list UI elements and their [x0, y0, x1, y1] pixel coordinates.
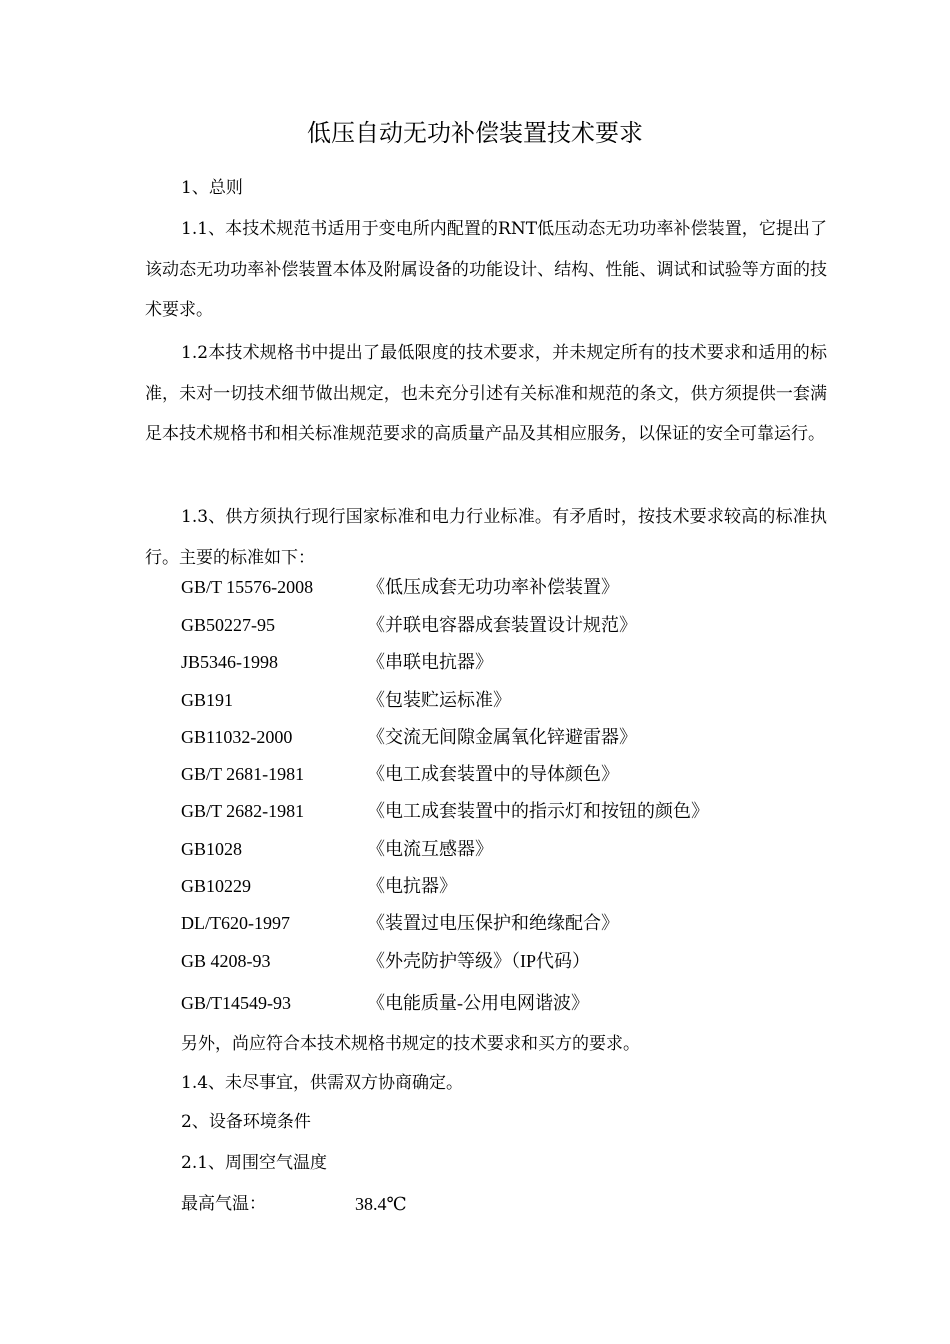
section-2-heading: 2、设备环境条件	[181, 1112, 311, 1132]
standard-name: 《电抗器》	[367, 876, 457, 896]
standard-name: 《外壳防护等级》（IP代码）	[367, 951, 591, 971]
standard-item	[181, 909, 831, 937]
standard-name: 《并联电容器成套装置设计规范》	[367, 615, 637, 635]
standard-code: GB 4208-93	[181, 951, 271, 971]
standard-code: GB11032-2000	[181, 727, 293, 747]
standard-name: 《包装贮运标准》	[367, 690, 511, 710]
standard-item	[181, 835, 831, 863]
standard-item	[181, 760, 831, 788]
standard-name: 《电工成套装置中的导体颜色》	[367, 764, 619, 784]
max-temperature-label: 最高气温：	[181, 1194, 266, 1214]
standard-code: GB50227-95	[181, 615, 275, 635]
standard-item	[181, 611, 831, 639]
standard-name: 《低压成套无功功率补偿装置》	[367, 577, 619, 597]
standard-name: 《电能质量-公用电网谐波》	[367, 993, 589, 1013]
standard-name: 《交流无间隙金属氧化锌避雷器》	[367, 727, 637, 747]
document-title: 低压自动无功补偿装置技术要求	[307, 119, 643, 147]
section-1-heading: 1、总则	[181, 178, 243, 198]
section-2-1-heading: 2.1、周围空气温度	[181, 1153, 328, 1173]
paragraph-1-2: 1.2本技术规格书中提出了最低限度的技术要求，并未规定所有的技术要求和适用的标准，未对一切技术细节做出规定，也未充分引述有关标准和规范的条文，供方须提供一套满足本技术规格书和相关标准规范要求的高质量产品及其相应服务，以保证的安全可靠运行。	[145, 343, 827, 445]
standard-item	[181, 648, 831, 676]
standard-code: GB10229	[181, 876, 252, 896]
standard-name: 《串联电抗器》	[367, 652, 493, 672]
standard-code: JB5346-1998	[181, 652, 279, 672]
standard-code: GB191	[181, 690, 234, 710]
standard-item	[181, 723, 831, 751]
max-temperature-value: 38.4℃	[355, 1194, 407, 1214]
standard-name: 《电工成套装置中的指示灯和按钮的颜色》	[367, 801, 709, 821]
standard-code: GB/T 2682-1981	[181, 801, 305, 821]
standard-item	[181, 686, 831, 714]
standard-code: GB/T 15576-2008	[181, 577, 314, 597]
extra-requirements-note: 另外，尚应符合本技术规格书规定的技术要求和买方的要求。	[181, 1034, 640, 1054]
standard-item	[181, 989, 831, 1017]
standard-code: GB/T 2681-1981	[181, 764, 305, 784]
standard-item	[181, 872, 831, 900]
standard-name: 《电流互感器》	[367, 839, 493, 859]
standard-name: 《装置过电压保护和绝缘配合》	[367, 913, 619, 933]
standard-item	[181, 947, 831, 975]
standard-item	[181, 573, 831, 601]
standard-code: GB/T14549-93	[181, 993, 291, 1013]
standard-code: GB1028	[181, 839, 243, 859]
paragraph-1-4: 1.4、未尽事宜，供需双方协商确定。	[181, 1073, 464, 1093]
paragraph-1-1: 1.1、本技术规范书适用于变电所内配置的RNT低压动态无功功率补偿装置，它提出了该动态无功功率补偿装置本体及附属设备的功能设计、结构、性能、调试和试验等方面的技术要求。	[145, 219, 827, 321]
standard-code: DL/T620-1997	[181, 913, 290, 933]
paragraph-1-3: 1.3、供方须执行现行国家标准和电力行业标准。有矛盾时，按技术要求较高的标准执行。主要的标准如下：	[145, 507, 827, 568]
max-temperature-row	[181, 1190, 831, 1218]
standard-item	[181, 797, 831, 825]
